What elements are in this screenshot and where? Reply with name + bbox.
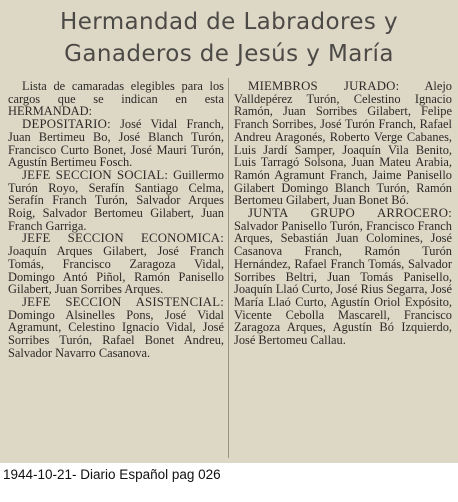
column-divider — [228, 78, 229, 458]
arrocero-names: Salvador Panisello Turón, Francisco Franch Arques, Sebastián Juan Colomines, José Casanova Franch, Ramón Turón Hernández, Rafael Franch Tomás, Salvador Sorribes Beltri, Juan Tomás Panisello, Joaquín Llaó Curto, José Rius Segarra, José María Llaó Curto, Agustín Oriol Expósito, Vicente Cebolla Mascarell, Francisco Zaragoza Arques, Agustín Bó Izquierdo, José Bertomeu Callau. — [234, 218, 452, 348]
depositario-names: José Vidal Franch, Juan Bertimeu Bo, José Blanch Turón, Francisco Curto Bonet, José Mauri Turón, Agustín Bertimeu Fosch. — [8, 117, 224, 170]
jurado-section — [234, 80, 452, 207]
depositario-heading: DEPOSITARIO: — [22, 117, 111, 132]
headline-line-1: Hermandad de Labradores y — [60, 9, 398, 35]
social-section — [8, 169, 224, 233]
headline-line-2: Ganaderos de Jesús y María — [64, 41, 394, 67]
source-caption: 1944-10-21- Diario Español pag 026 — [3, 467, 221, 482]
arrocero-heading: JUNTA GRUPO ARROCERO: — [248, 206, 452, 221]
intro-paragraph: Lista de camaradas elegibles para los cargos que se indican en esta HERMANDAD: — [8, 79, 224, 119]
asistencial-heading: JEFE SECCION ASISTENCIAL: — [22, 294, 224, 309]
social-names: Guillermo Turón Royo, Serafín Santiago Celma, Serafín Franch Turón, Salvador Arques Roig, Salvador Bertomeu Gilabert, Juan Franch Garriga. — [8, 167, 224, 233]
economica-heading: JEFE SECCION ECONOMICA: — [22, 231, 224, 246]
left-text-column — [8, 80, 224, 359]
jurado-names: Alejo Valldepérez Turón, Celestino Ignacio Ramón, Juan Sorribes Gilabert, Felipe Franch Sorribes, José Turón Franch, Rafael Andreu Aragonés, Roberto Verge Cabanes, Luis Jardí Samper, Joaquín Vila Benito, Luis Tarragó Solsona, Juan Mateu Arabia, Ramón Agramunt Franch, Jaime Panisello Gilabert Domingo Blanch Turón, Ramón Bertomeu Gilabert, Juan Bonet Bó. — [234, 79, 452, 208]
social-heading: JEFE SECCION SOCIAL: — [22, 167, 169, 182]
economica-section — [8, 232, 224, 296]
arrocero-section — [234, 207, 452, 347]
jurado-heading: MIEMBROS JURADO: — [248, 79, 400, 93]
economica-names: Joaquín Arques Gilabert, José Franch Tomás, Francisco Zaragoza Vidal, Domingo Antó Piñol, Ramón Panisello Gilabert, Juan Sorribes Arques. — [8, 244, 224, 297]
asistencial-section — [8, 296, 224, 360]
asistencial-names: Domingo Alsinelles Pons, José Vidal Agramunt, Celestino Ignacio Vidal, José Sorribes Turón, Rafael Bonet Andreu, Salvador Navarro Casanova. — [8, 307, 224, 360]
right-text-column — [234, 80, 452, 347]
article-headline — [0, 6, 458, 70]
depositario-section — [8, 118, 224, 169]
